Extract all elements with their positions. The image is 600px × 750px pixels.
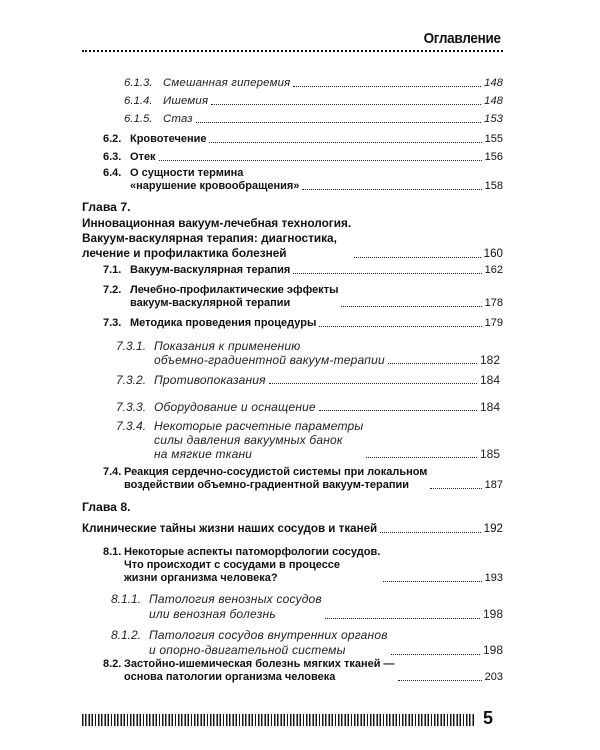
toc-entry-6-1-3 xyxy=(124,77,503,90)
toc-entry-number: 8.1.2. xyxy=(111,628,142,642)
toc-entry-title-line: Что происходит с сосудами в процессе xyxy=(124,559,341,571)
toc-entry-7-3-1 xyxy=(116,339,500,367)
toc-entry-6-1-5 xyxy=(124,113,503,126)
dot-leader xyxy=(398,680,482,681)
toc-entry-title-line: Лечебно-профилактические эффекты xyxy=(130,284,339,296)
toc-entry-title: Методика проведения процедуры xyxy=(130,317,317,329)
chapter-8-title: Глава 8. xyxy=(82,500,131,514)
dot-leader xyxy=(302,189,481,190)
toc-entry-title-line: Патология венозных сосудов xyxy=(149,592,322,606)
dot-leader xyxy=(159,160,482,161)
toc-entry-title-line: Застойно-ишемическая болезнь мягких тканей — xyxy=(124,658,395,670)
toc-entry-page: 182 xyxy=(479,353,500,367)
toc-entry-7-4 xyxy=(103,466,503,492)
toc-entry-7-1 xyxy=(103,264,503,277)
toc-entry-page: 184 xyxy=(479,400,500,414)
toc-entry-title-line: объемно-градиентной вакуум-терапии xyxy=(154,353,385,367)
toc-entry-8-2 xyxy=(103,658,503,684)
toc-entry-title-line: основа патологии организма человека xyxy=(124,671,336,683)
chapter-8-heading: Клинические тайны жизни наших сосудов и тканей xyxy=(82,522,378,535)
chapter-8-page: 192 xyxy=(483,522,503,535)
dot-leader xyxy=(319,326,481,327)
chapter-7-heading-line: Инновационная вакуум-лечебная технология. xyxy=(82,216,352,230)
toc-entry-title-line: жизни организма человека? xyxy=(124,572,278,584)
toc-entry-title-line: вакуум-васкулярной терапии xyxy=(130,297,291,309)
toc-entry-title-line: О сущности термина xyxy=(130,167,244,179)
toc-entry-number: 8.1. xyxy=(103,546,122,558)
toc-entry-title: Оборудование и оснащение xyxy=(154,400,316,414)
toc-entry-6-4 xyxy=(103,167,503,193)
toc-entry-number: 6.2. xyxy=(103,133,122,145)
toc-entry-7-3-2 xyxy=(116,373,500,387)
toc-entry-8-1 xyxy=(103,546,503,585)
toc-entry-number: 6.1.4. xyxy=(124,95,153,107)
toc-entry-title: Смешанная гиперемия xyxy=(163,77,291,89)
toc-entry-number: 7.3.3. xyxy=(116,400,147,414)
toc-entry-title: Стаз xyxy=(163,113,193,125)
dot-leader xyxy=(269,383,477,384)
page-header-title: Оглавление xyxy=(423,30,501,47)
toc-entry-title-line: Патология сосудов внутренних органов xyxy=(149,628,388,642)
toc-entry-number: 7.2. xyxy=(103,284,122,296)
toc-entry-title-line: на мягкие ткани xyxy=(154,447,253,461)
dot-leader xyxy=(383,581,481,582)
toc-entry-title-line: Некоторые аспекты патоморфологии сосудов. xyxy=(124,546,381,558)
toc-entry-number: 6.3. xyxy=(103,151,122,163)
chapter-7-heading-line: лечение и профилактика болезней xyxy=(82,246,287,260)
toc-entry-title-line: Показания к применению xyxy=(154,339,301,353)
toc-entry-page: 198 xyxy=(482,607,503,621)
toc-entry-title: Кровотечение xyxy=(130,133,207,145)
dot-leader xyxy=(209,142,481,143)
toc-entry-7-3 xyxy=(103,317,503,330)
toc-entry-page: 184 xyxy=(479,373,500,387)
toc-entry-7-3-3 xyxy=(116,400,500,414)
toc-entry-6-1-4 xyxy=(124,95,503,108)
toc-entry-page: 162 xyxy=(484,264,503,276)
toc-entry-7-2 xyxy=(103,284,503,310)
dot-leader xyxy=(391,654,480,655)
dot-leader xyxy=(293,273,481,274)
toc-entry-8-1-2 xyxy=(111,628,503,658)
toc-entry-page: 155 xyxy=(484,133,503,145)
chapter-7-heading-line: Вакуум-васкулярная терапия: диагностика, xyxy=(82,231,337,245)
toc-entry-page: 185 xyxy=(479,447,500,461)
toc-entry-number: 7.3.1. xyxy=(116,339,147,353)
toc-entry-page: 148 xyxy=(483,77,503,89)
toc-entry-title: Ишемия xyxy=(163,95,209,107)
toc-entry-page: 198 xyxy=(482,643,503,657)
toc-entry-page: 179 xyxy=(484,317,503,329)
dot-leader xyxy=(196,122,481,123)
toc-entry-page: 156 xyxy=(484,151,503,163)
toc-entry-number: 7.3.4. xyxy=(116,419,147,433)
toc-entry-title-line: Некоторые расчетные параметры xyxy=(154,419,364,433)
toc-entry-page: 178 xyxy=(484,297,503,309)
toc-entry-7-3-4 xyxy=(116,419,500,461)
dot-leader xyxy=(380,532,481,533)
toc-entry-number: 6.1.5. xyxy=(124,113,153,125)
dot-leader xyxy=(211,104,481,105)
toc-entry-number: 7.4. xyxy=(103,466,122,478)
toc-entry-8-1-1 xyxy=(111,592,503,622)
toc-entry-title: Отек xyxy=(130,151,156,163)
toc-entry-title-line: воздействии объемно-градиентной вакуум-терапии xyxy=(124,479,410,491)
dot-leader xyxy=(319,410,477,411)
toc-entry-page: 148 xyxy=(483,95,503,107)
toc-entry-number: 6.4. xyxy=(103,167,122,179)
toc-entry-title-line: силы давления вакуумных банок xyxy=(154,433,343,447)
footer-decorative-bar xyxy=(82,714,475,726)
toc-entry-title-line: «нарушение кровообращения» xyxy=(130,180,300,192)
dot-leader xyxy=(325,618,480,619)
dot-leader xyxy=(430,488,481,489)
toc-entry-title-line: Реакция сердечно-сосудистой системы при локальном xyxy=(124,466,428,478)
toc-entry-number: 8.2. xyxy=(103,658,122,670)
toc-entry-page: 187 xyxy=(484,479,503,491)
dot-leader xyxy=(366,457,477,458)
chapter-8-entry xyxy=(82,521,503,536)
toc-entry-page: 193 xyxy=(484,572,503,584)
dot-leader xyxy=(341,306,481,307)
toc-entry-number: 6.1.3. xyxy=(124,77,153,89)
toc-entry-number: 7.1. xyxy=(103,264,122,276)
toc-entry-page: 158 xyxy=(484,180,503,192)
dot-leader xyxy=(354,257,481,258)
chapter-7-entry xyxy=(82,216,503,261)
toc-entry-number: 7.3.2. xyxy=(116,373,147,387)
dot-leader xyxy=(388,363,477,364)
page-number: 5 xyxy=(483,708,494,728)
toc-entry-page: 153 xyxy=(483,113,503,125)
chapter-7-title: Глава 7. xyxy=(82,200,131,214)
toc-entry-page: 203 xyxy=(484,671,503,683)
toc-entry-6-2 xyxy=(103,133,503,146)
toc-entry-number: 7.3. xyxy=(103,317,122,329)
toc-entry-title-line: и опорно-двигательной системы xyxy=(149,643,346,657)
toc-entry-title: Противопоказания xyxy=(154,373,266,387)
chapter-7-page: 160 xyxy=(483,247,503,260)
toc-entry-6-3 xyxy=(103,151,503,164)
toc-entry-title-line: или венозная болезнь xyxy=(149,607,276,621)
toc-entry-title: Вакуум-васкулярная терапия xyxy=(130,264,291,276)
toc-entry-number: 8.1.1. xyxy=(111,592,142,606)
dot-leader xyxy=(293,86,481,87)
